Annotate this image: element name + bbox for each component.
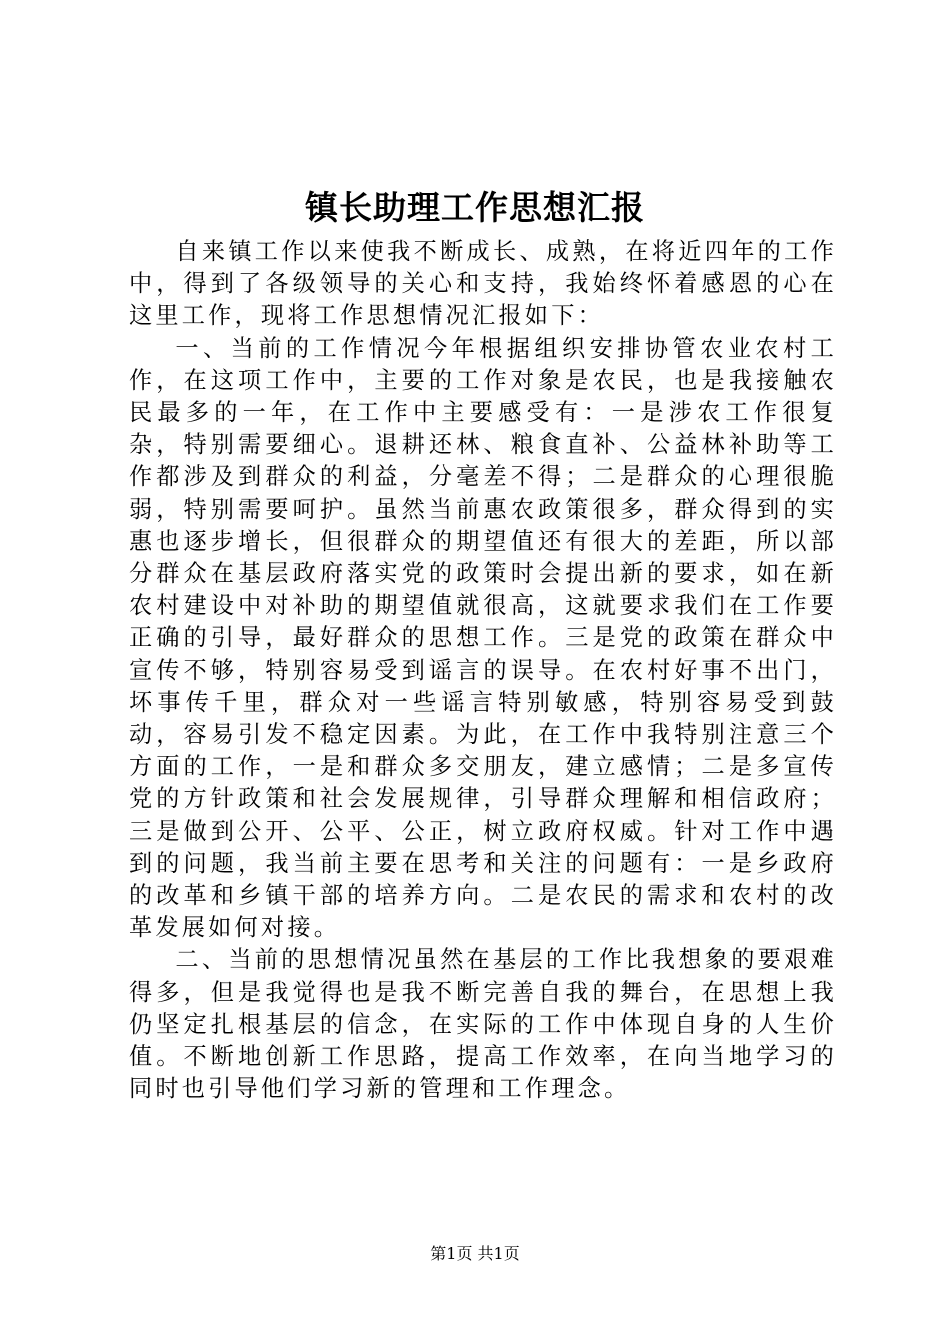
paragraph-intro: 自来镇工作以来使我不断成长、成熟，在将近四年的工作中，得到了各级领导的关心和支持，我始终怀着感恩的心在这里工作，现将工作思想情况汇报如下： bbox=[129, 238, 837, 330]
document-title: 镇长助理工作思想汇报 bbox=[305, 188, 645, 227]
paragraph-work-situation: 一、当前的工作情况今年根据组织安排协管农业农村工作，在这项工作中，主要的工作对象是农民，也是我接触农民最多的一年，在工作中主要感受有：一是涉农工作很复杂，特别需要细心。退耕还林、粮食直补、公益林补助等工作都涉及到群众的利益，分毫差不得；二是群众的心理很脆弱，特别需要呵护。虽然当前惠农政策很多，群众得到的实惠也逐步增长，但很群众的期望值还有很大的差距，所以部分群众在基层政府落实党的政策时会提出新的要求，如在新农村建设中对补助的期望值就很高，这就要求我们在工作要正确的引导，最好群众的思想工作。三是党的政策在群众中宣传不够，特别容易受到谣言的误导。在农村好事不出门，坏事传千里，群众对一些谣言特别敏感，特别容易受到鼓动，容易引发不稳定因素。为此，在工作中我特别注意三个方面的工作，一是和群众多交朋友，建立感情；二是多宣传党的方针政策和社会发展规律，引导群众理解和相信政府；三是做到公开、公平、公正，树立政府权威。针对工作中遇到的问题，我当前主要在思考和关注的问题有：一是乡政府的改革和乡镇干部的培养方向。二是农民的需求和农村的改革发展如何对接。 bbox=[129, 334, 837, 942]
document-body bbox=[129, 236, 837, 1105]
page-footer: 第1页 共1页 bbox=[430, 1244, 520, 1263]
paragraph-thought-situation: 二、当前的思想情况虽然在基层的工作比我想象的要艰难得多，但是我觉得也是我不断完善自我的舞台，在思想上我仍坚定扎根基层的信念，在实际的工作中体现自身的人生价值。不断地创新工作思路，提高工作效率，在向当地学习的同时也引导他们学习新的管理和工作理念。 bbox=[129, 946, 837, 1103]
